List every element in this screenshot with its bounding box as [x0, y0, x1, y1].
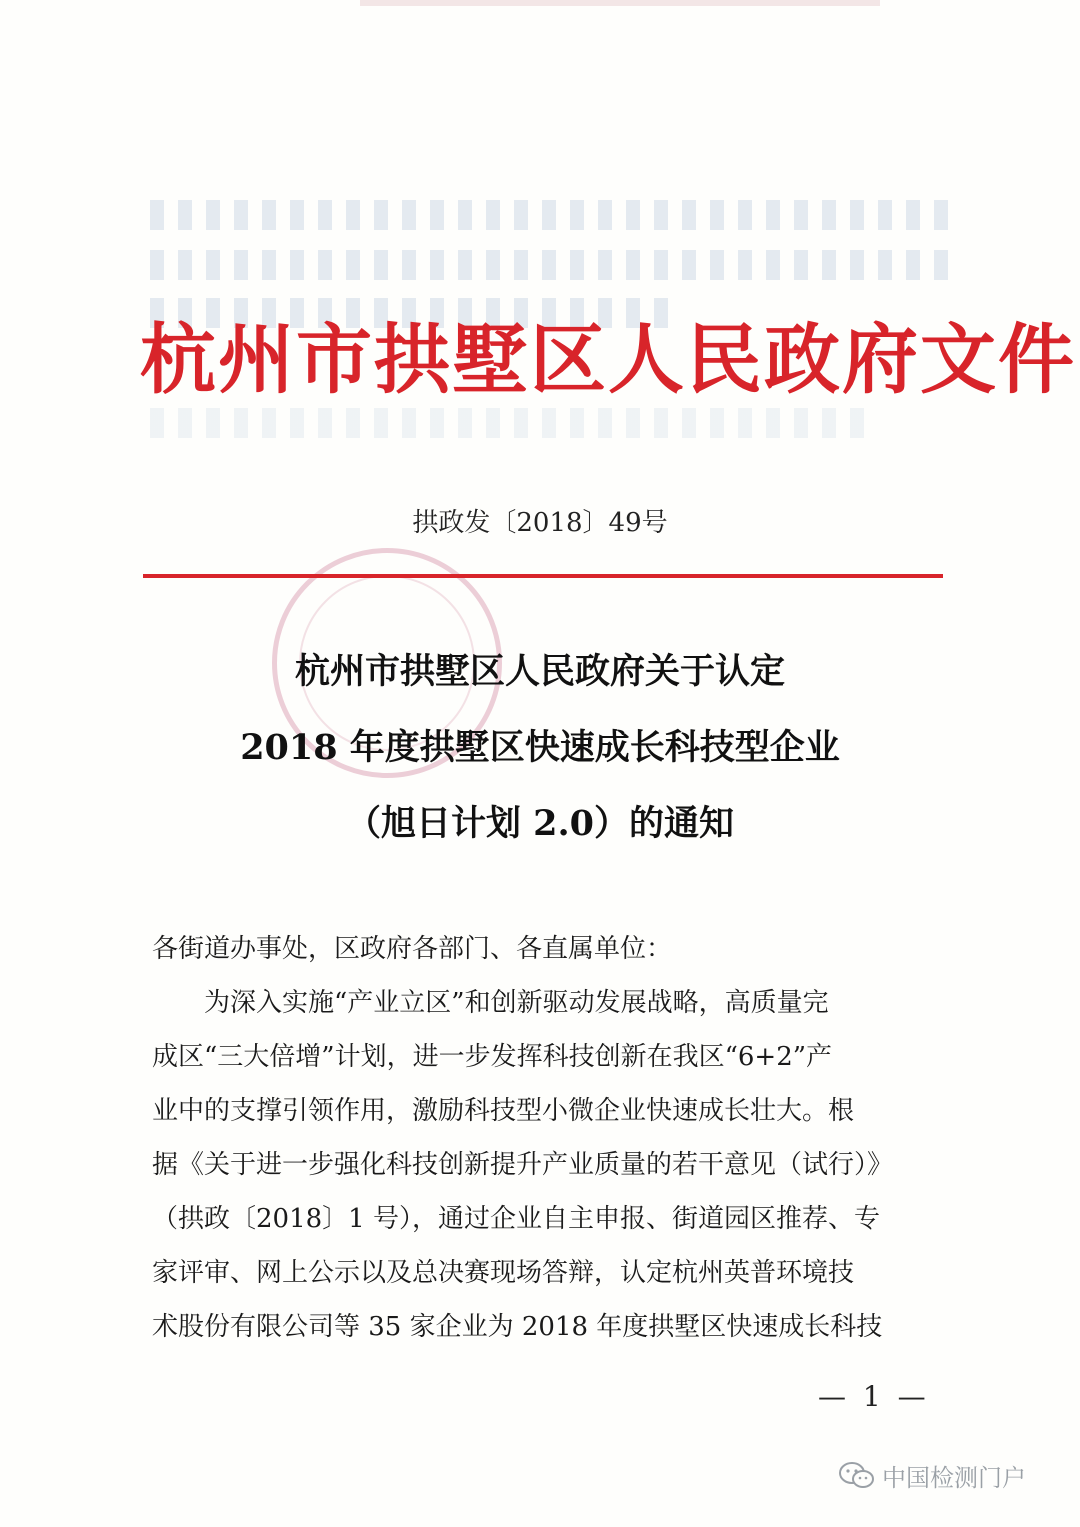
- paragraph-line: 为深入实施“产业立区”和创新驱动发展战略，高质量完: [204, 988, 829, 1018]
- paragraph-line: 业中的支撑引领作用，激励科技型小微企业快速成长壮大。根: [152, 1096, 855, 1126]
- notice-title-line: 杭州市拱墅区人民政府关于认定: [294, 651, 785, 692]
- red-divider: [143, 574, 943, 578]
- paragraph-line: 成区“三大倍增”计划，进一步发挥科技创新在我区“6+2”产: [152, 1042, 833, 1072]
- paragraph-line: 术股份有限公司等 35 家企业为 2018 年度拱墅区快速成长科技: [152, 1312, 883, 1342]
- salutation: 各街道办事处，区政府各部门、各直属单位：: [152, 934, 673, 964]
- watermark: [838, 1458, 1026, 1493]
- notice-title-line: （旭日计划 2.0）的通知: [345, 803, 735, 844]
- body-text: [152, 922, 952, 1354]
- paragraph-line: （拱政〔2018〕1 号），通过企业自主申报、街道园区推荐、专: [152, 1204, 880, 1234]
- notice-title-line: 2018 年度拱墅区快速成长科技型企业: [240, 727, 840, 768]
- wechat-icon: [838, 1460, 876, 1492]
- document-number: 拱政发〔2018〕49号: [412, 508, 668, 538]
- page-number: — 1 —: [818, 1380, 930, 1413]
- bleed-through-text: [150, 250, 950, 280]
- watermark-text: 中国检测门户: [882, 1464, 1026, 1492]
- notice-title: [0, 640, 1080, 868]
- agency-title: 杭州市拱墅区人民政府文件: [140, 315, 1076, 404]
- scan-edge: [360, 0, 880, 6]
- paragraph-line: 据《关于进一步强化科技创新提升产业质量的若干意见（试行）》: [152, 1150, 894, 1180]
- bleed-through-text: [150, 200, 950, 230]
- bleed-through-text: [150, 408, 870, 438]
- paragraph-line: 家评审、网上公示以及总决赛现场答辩，认定杭州英普环境技: [152, 1258, 855, 1288]
